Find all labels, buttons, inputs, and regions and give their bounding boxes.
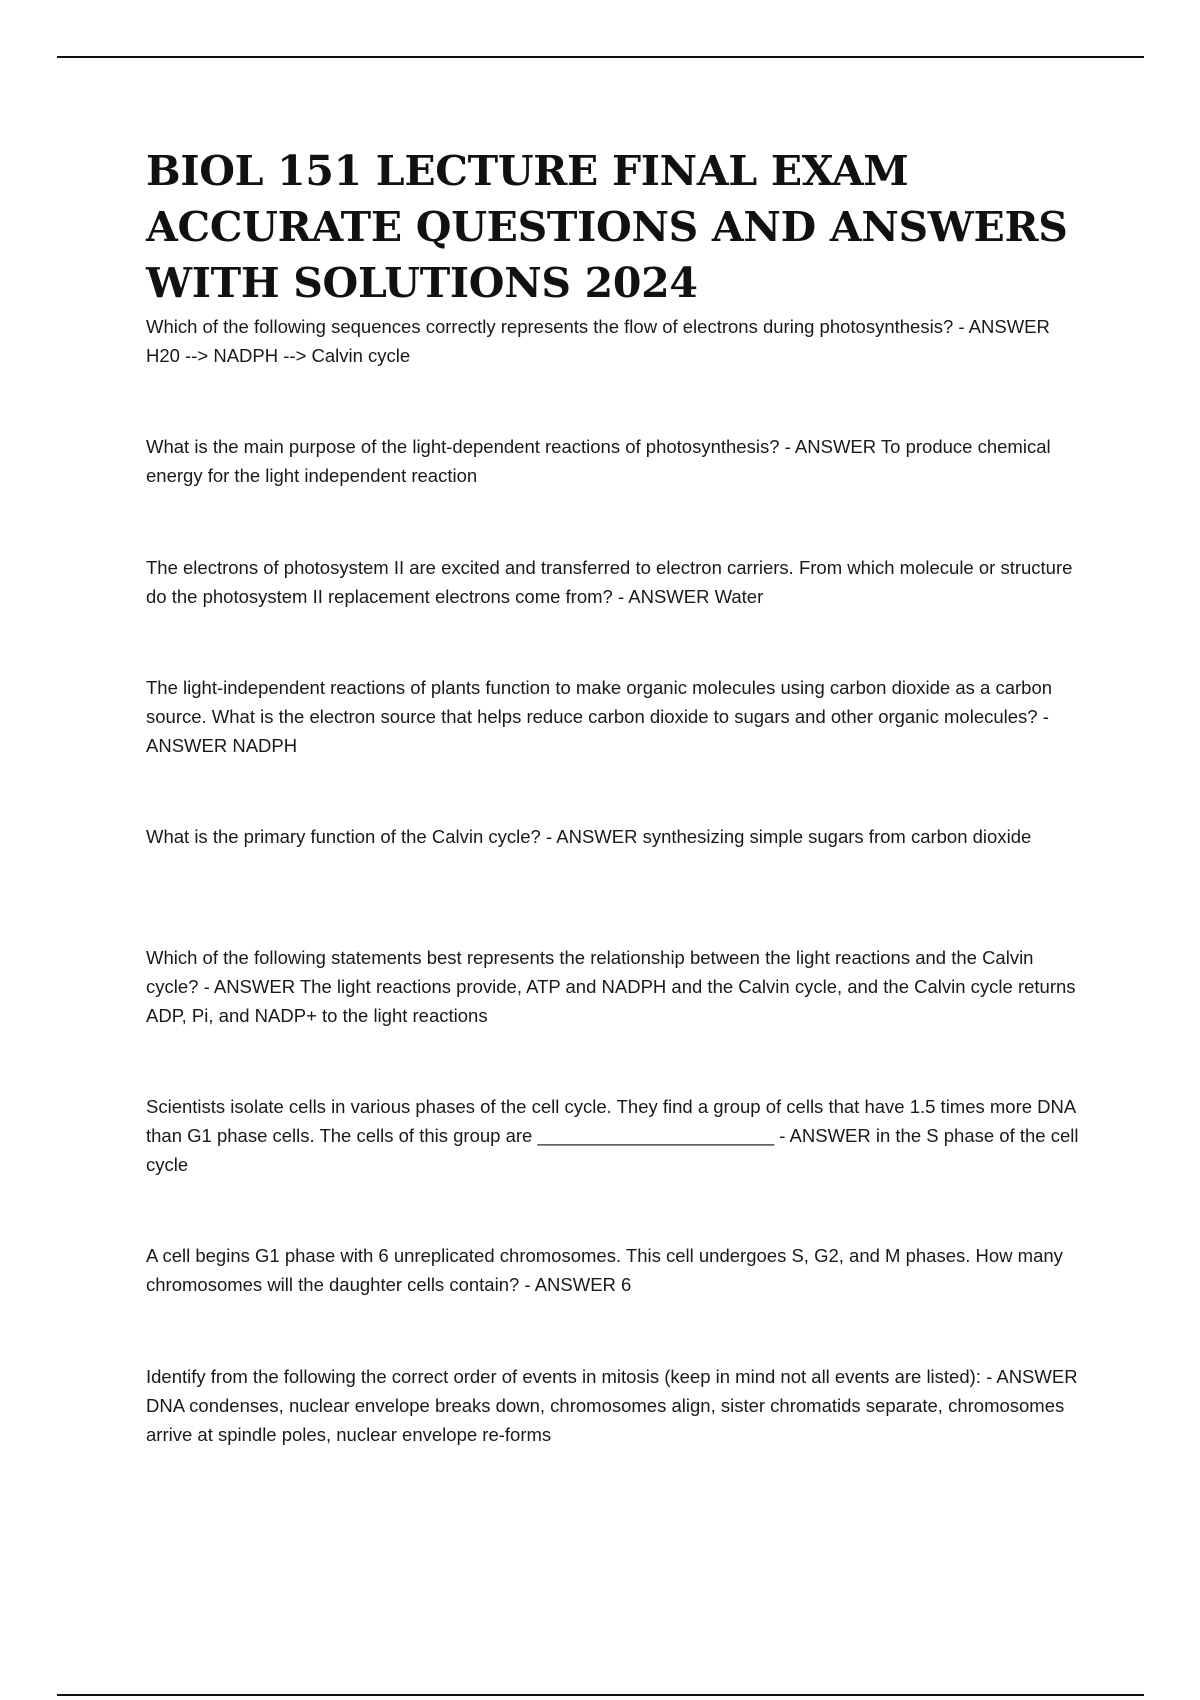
qa-item: Which of the following sequences correctly represents the flow of electrons during photosynthesis? - ANSWER H20 --> NADPH --> Calvin cycle [146,316,1050,366]
qa-item: What is the primary function of the Calvin cycle? - ANSWER synthesizing simple sugars from carbon dioxide [146,826,1032,847]
footer-rule [57,1694,1144,1696]
qa-item: The electrons of photosystem II are excited and transferred to electron carriers. From which molecule or structure do the photosystem II replacement electrons come from? - ANSWER Water [146,557,1073,607]
title-line: BIOL 151 LECTURE FINAL EXAM [146,147,909,195]
title-line: WITH SOLUTIONS 2024 [146,259,698,307]
document-title [146,143,1146,311]
header-rule [57,56,1144,58]
qa-item: Identify from the following the correct order of events in mitosis (keep in mind not all events are listed): - ANSWER DNA condenses, nuclear envelope breaks down, chromosomes align, sister chromatids separate, chromosomes arrive at spindle poles, nuclear envelope re-forms [146,1366,1078,1445]
qa-item: Scientists isolate cells in various phases of the cell cycle. They find a group of cells that have 1.5 times more DNA than G1 phase cells. The cells of this group are _______________________ - ANSWER in the S phase of the cell cycle [146,1096,1079,1175]
qa-item: The light-independent reactions of plants function to make organic molecules using carbon dioxide as a carbon source. What is the electron source that helps reduce carbon dioxide to sugars and other organic molecules? - ANSWER NADPH [146,677,1053,756]
qa-item: A cell begins G1 phase with 6 unreplicated chromosomes. This cell undergoes S, G2, and M phases. How many chromosomes will the daughter cells contain? - ANSWER 6 [146,1245,1063,1295]
qa-item: Which of the following statements best represents the relationship between the light reactions and the Calvin cycle? - ANSWER The light reactions provide, ATP and NADPH and the Calvin cycle, and the Calvin cycle returns ADP, Pi, and NADP+ to the light reactions [146,947,1076,1026]
qa-item: What is the main purpose of the light-dependent reactions of photosynthesis? - ANSWER To produce chemical energy for the light independent reaction [146,436,1051,486]
title-line: ACCURATE QUESTIONS AND ANSWERS [146,203,1068,251]
